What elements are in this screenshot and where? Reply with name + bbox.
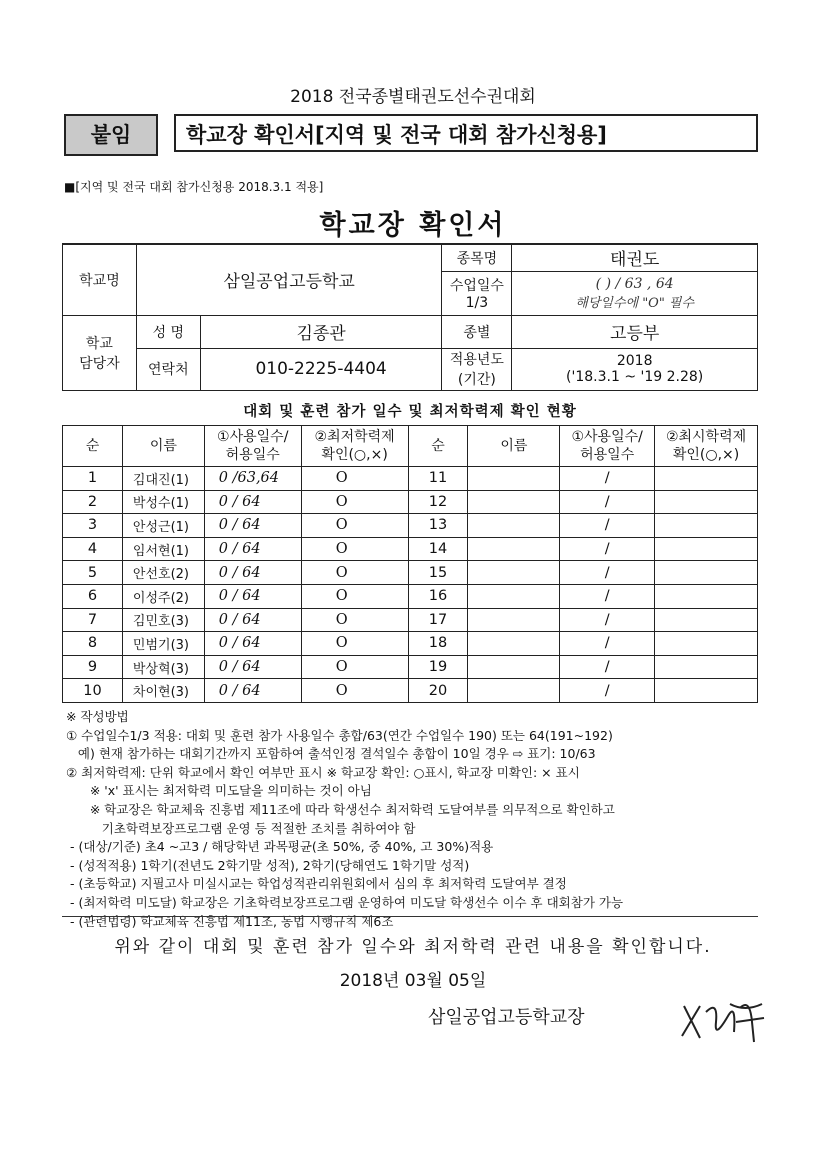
principal-name: 삼일공업고등학교장 — [428, 1007, 585, 1028]
row-no-right: 17 — [408, 608, 468, 632]
table-row — [63, 467, 758, 491]
staff-label — [63, 315, 137, 390]
row-no-right: 13 — [408, 514, 468, 538]
row-check-right — [655, 584, 758, 608]
table-row — [63, 561, 758, 585]
division-value: 고등부 — [512, 315, 758, 348]
name-value: 김종관 — [200, 315, 442, 348]
row-days: 0 / 64 — [204, 679, 301, 703]
header-acad-2: 확인(○,×) — [321, 447, 388, 463]
row-days: 0 / 64 — [204, 561, 301, 585]
principal-signature — [670, 992, 770, 1052]
school-value: 삼일공업고등학교 — [136, 244, 442, 315]
table-row — [63, 679, 758, 703]
header-title: 학교장 확인서[지역 및 전국 대회 참가신청용] — [174, 114, 758, 152]
period-value: ('18.3.1 ~ '19 2.28) — [566, 369, 704, 385]
days-label — [442, 271, 512, 315]
row-no: 1 — [63, 467, 123, 491]
header-days-1: ①사용일수/ — [217, 429, 289, 445]
row-days-right: / — [560, 655, 655, 679]
row-check: O — [301, 632, 408, 656]
days-label-2: 1/3 — [465, 295, 489, 311]
table-row — [63, 537, 758, 561]
row-no: 6 — [63, 584, 123, 608]
division-label: 종별 — [442, 315, 512, 348]
row-days-right: / — [560, 561, 655, 585]
row-name-right — [468, 608, 560, 632]
row-days-right: / — [560, 584, 655, 608]
status-title: 대회 및 훈련 참가 일수 및 최저학력제 확인 현황 — [243, 404, 577, 420]
table-row — [63, 490, 758, 514]
row-check: O — [301, 561, 408, 585]
row-days: 0 / 64 — [204, 632, 301, 656]
divider — [62, 916, 758, 917]
row-name: 박상혁(3) — [122, 655, 204, 679]
instruction-line: 예) 현재 참가하는 대회기간까지 포함하여 출석인정 결석일수 총합이 10일 경우 ⇨ 표기: 10/63 — [66, 746, 596, 762]
event-label: 종목명 — [442, 244, 512, 271]
header-days-right — [560, 426, 655, 467]
header-acad — [301, 426, 408, 467]
contact-value: 010-2225-4404 — [200, 348, 442, 390]
school-label: 학교명 — [63, 244, 137, 315]
row-check-right — [655, 632, 758, 656]
confirmation-date: 2018년 03월 05일 — [339, 971, 487, 991]
row-name: 차이현(3) — [122, 679, 204, 703]
row-days-right: / — [560, 537, 655, 561]
writing-instructions — [66, 708, 766, 931]
row-name-right — [468, 514, 560, 538]
header-acad-right-2: 확인(○,×) — [672, 447, 740, 463]
event-value: 태권도 — [512, 244, 758, 271]
staff-label-2: 담당자 — [79, 355, 120, 372]
table-row — [63, 514, 758, 538]
row-check: O — [301, 514, 408, 538]
row-name: 임서현(1) — [122, 537, 204, 561]
row-no: 3 — [63, 514, 123, 538]
row-days: 0 / 64 — [204, 514, 301, 538]
staff-label-1: 학교 — [85, 335, 113, 352]
row-check-right — [655, 514, 758, 538]
instruction-line: ② 최저학력제: 단위 학교에서 확인 여부만 표시 ※ 학교장 확인: ○표시, 학교장 미확인: × 표시 — [66, 764, 580, 780]
row-check: O — [301, 679, 408, 703]
row-name: 민범기(3) — [122, 632, 204, 656]
row-name-right — [468, 490, 560, 514]
year-label — [442, 348, 512, 390]
confirmation-statement: 위와 같이 대회 및 훈련 참가 일수와 최저학력 관련 내용을 확인합니다. — [114, 937, 712, 957]
row-no-right: 11 — [408, 467, 468, 491]
row-name-right — [468, 537, 560, 561]
row-check-right — [655, 655, 758, 679]
row-name-right — [468, 655, 560, 679]
instruction-line: ※ 작성방법 — [66, 709, 129, 724]
row-no: 8 — [63, 632, 123, 656]
row-no: 2 — [63, 490, 123, 514]
header-no-right: 순 — [408, 426, 468, 467]
year-label-1: 적용년도 — [449, 352, 504, 368]
row-days: 0 / 64 — [204, 490, 301, 514]
row-name: 김대진(1) — [122, 467, 204, 491]
row-days-right: / — [560, 490, 655, 514]
row-check: O — [301, 655, 408, 679]
roster-table — [62, 425, 758, 703]
row-name: 김민호(3) — [122, 608, 204, 632]
attachment-tag: 붙임 — [64, 114, 158, 156]
row-name-right — [468, 584, 560, 608]
row-name: 박성수(1) — [122, 490, 204, 514]
row-no-right: 15 — [408, 561, 468, 585]
instruction-line: ※ 학교장은 학교체육 진흥법 제11조에 따라 학생선수 최저학력 도달여부를 의무적으로 확인하고 — [66, 801, 615, 817]
instruction-line: ※ 'x' 표시는 최저학력 미도달을 의미하는 것이 아님 — [66, 783, 372, 799]
row-name: 안성근(1) — [122, 514, 204, 538]
row-name-right — [468, 679, 560, 703]
event-title: 2018 전국종별태권도선수권대회 — [290, 87, 536, 107]
year-value — [512, 348, 758, 390]
row-name-right — [468, 632, 560, 656]
header-days-right-1: ①사용일수/ — [571, 429, 643, 445]
row-check-right — [655, 467, 758, 491]
header-days-right-2: 허용일수 — [580, 447, 635, 463]
row-check: O — [301, 467, 408, 491]
row-days: 0 / 64 — [204, 537, 301, 561]
row-no-right: 12 — [408, 490, 468, 514]
days-hint: 해당일수에 "O" 필수 — [575, 295, 695, 311]
instruction-line: 기초학력보장프로그램 운영 등 적절한 조치를 취하여야 함 — [66, 820, 416, 836]
row-check: O — [301, 584, 408, 608]
row-days: 0 / 64 — [204, 608, 301, 632]
year-label-2: (기간) — [457, 372, 496, 388]
row-days-right: / — [560, 608, 655, 632]
contact-label: 연락처 — [136, 348, 200, 390]
school-info-table — [62, 243, 758, 391]
header-acad-right-1: ②최시학력제 — [665, 429, 747, 445]
row-name-right — [468, 467, 560, 491]
row-no: 10 — [63, 679, 123, 703]
header-name: 이름 — [122, 426, 204, 467]
row-days-right: / — [560, 467, 655, 491]
instruction-line: ① 수업일수1/3 적용: 대회 및 훈련 참가 사용일수 총합/63(연간 수업일수 190) 또는 64(191~192) — [66, 727, 613, 743]
year-number: 2018 — [616, 353, 653, 369]
row-no-right: 19 — [408, 655, 468, 679]
header-days-2: 허용일수 — [225, 447, 280, 463]
row-no-right: 14 — [408, 537, 468, 561]
row-check: O — [301, 608, 408, 632]
days-value — [512, 271, 758, 315]
row-check-right — [655, 608, 758, 632]
row-no: 5 — [63, 561, 123, 585]
document-title: 학교장 확인서 — [319, 210, 507, 241]
row-no: 4 — [63, 537, 123, 561]
header-days — [204, 426, 301, 467]
row-no-right: 18 — [408, 632, 468, 656]
row-days: 0 /63,64 — [204, 467, 301, 491]
row-no-right: 20 — [408, 679, 468, 703]
row-days: 0 / 64 — [204, 655, 301, 679]
row-days: 0 / 64 — [204, 584, 301, 608]
row-check-right — [655, 490, 758, 514]
row-no: 7 — [63, 608, 123, 632]
instruction-line: - (초등학교) 지필고사 미실시교는 학업성적관리위원회에서 심의 후 최저학력 도달여부 결정 — [66, 876, 567, 892]
name-label: 성 명 — [136, 315, 200, 348]
table-row — [63, 632, 758, 656]
table-row — [63, 584, 758, 608]
row-check: O — [301, 490, 408, 514]
row-check: O — [301, 537, 408, 561]
header-acad-1: ②최저학력제 — [314, 429, 395, 445]
instruction-line: - (관련법령) 학교체육 진흥법 제11조, 동법 시행규칙 제6조 — [66, 913, 394, 929]
row-check-right — [655, 537, 758, 561]
form-note: ■[지역 및 전국 대회 참가신청용 2018.3.1 적용] — [64, 180, 324, 194]
instruction-line: - (성적적용) 1학기(전년도 2학기말 성적), 2학기(당해연도 1학기말 성적) — [66, 857, 470, 873]
table-row — [63, 655, 758, 679]
instruction-line: - (최저학력 미도달) 학교장은 기초학력보장프로그램 운영하여 미도달 학생선수 이수 후 대회참가 가능 — [66, 894, 624, 910]
row-check-right — [655, 679, 758, 703]
row-name-right — [468, 561, 560, 585]
table-row — [63, 608, 758, 632]
header-no: 순 — [63, 426, 123, 467]
row-days-right: / — [560, 679, 655, 703]
row-name: 안선호(2) — [122, 561, 204, 585]
row-days-right: / — [560, 632, 655, 656]
header-name-right: 이름 — [468, 426, 560, 467]
row-check-right — [655, 561, 758, 585]
days-label-1: 수업일수 — [449, 278, 504, 294]
days-fraction: ( ) / 63 , 64 — [595, 275, 674, 292]
row-no-right: 16 — [408, 584, 468, 608]
row-days-right: / — [560, 514, 655, 538]
row-no: 9 — [63, 655, 123, 679]
instruction-line: - (대상/기준) 초4 ~고3 / 해당학년 과목평균(초 50%, 중 40%, 고 30%)적용 — [66, 839, 494, 855]
header-acad-right — [655, 426, 758, 467]
row-name: 이성주(2) — [122, 584, 204, 608]
